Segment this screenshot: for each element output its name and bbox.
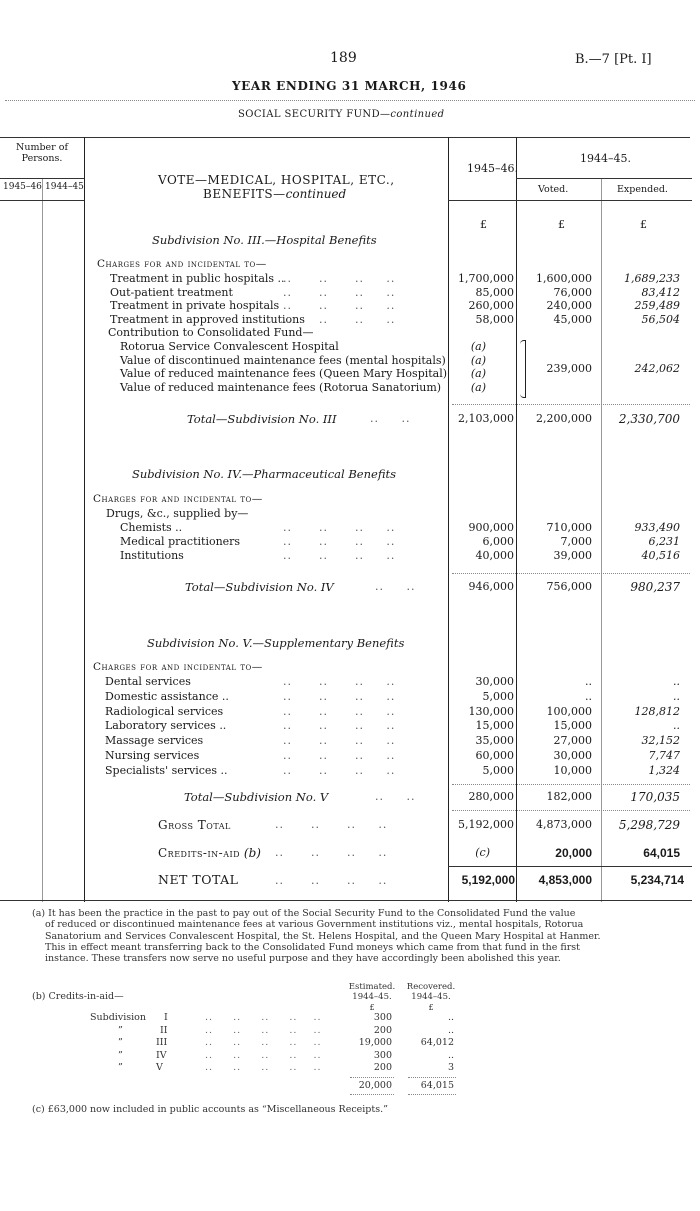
sub5-total-dots: .. .. bbox=[375, 790, 416, 803]
sub5-charges: Charges for and incidental to— bbox=[93, 661, 263, 673]
footnote-b-row-rec: 64,012 bbox=[420, 1037, 454, 1048]
pound-1945: £ bbox=[480, 218, 487, 231]
sub3-subitem-label: Value of reduced maintenance fees (Queen Mary Hospital) bbox=[120, 367, 448, 380]
sub3-charges: Charges for and incidental to— bbox=[97, 258, 267, 270]
sub3-subitem-1945: (a) bbox=[470, 380, 486, 394]
vote-title-line1: VOTE—MEDICAL, HOSPITAL, ETC., bbox=[158, 173, 395, 187]
col-rule-1945 bbox=[448, 137, 449, 902]
sub4-total-1945: 946,000 bbox=[468, 580, 514, 593]
footnote-b-row-num: III bbox=[156, 1037, 168, 1048]
sub5-item-row bbox=[0, 749, 700, 762]
sub4-item-1945: 40,000 bbox=[475, 549, 514, 562]
footnote-b-row-est: 19,000 bbox=[358, 1037, 392, 1048]
persons-col-1945: 1945–46 bbox=[3, 182, 42, 192]
sub3-item-expended: 259,489 bbox=[634, 299, 680, 312]
sub5-item-1945: 130,000 bbox=[468, 704, 514, 718]
sub4-item-label: Chemists .. bbox=[120, 521, 183, 534]
footnote-c: (c) £63,000 now included in public accounts as “Miscellaneous Receipts.” bbox=[32, 1104, 388, 1115]
sub5-item-label: Specialists' services .. bbox=[105, 763, 228, 777]
footnote-b-row-label: ” bbox=[118, 1037, 123, 1048]
gross-rule bbox=[452, 810, 690, 811]
sub3-item-dots: .. .. .. .. bbox=[283, 272, 396, 285]
sub4-item-label: Medical practitioners bbox=[120, 535, 241, 548]
sub5-item-dots: .. .. .. .. bbox=[283, 719, 396, 733]
sub3-subitem-label: Value of reduced maintenance fees (Rotorua Sanatorium) bbox=[120, 380, 442, 394]
fund-subtitle-cont: continued bbox=[390, 109, 445, 120]
table-bottom-rule bbox=[0, 900, 692, 901]
gross-total-label: Gross Total bbox=[158, 818, 231, 832]
sub3-contribution: Contribution to Consolidated Fund— bbox=[108, 326, 314, 339]
sub5-item-label: Domestic assistance .. bbox=[105, 689, 229, 703]
page-title: YEAR ENDING 31 MARCH, 1946 bbox=[232, 79, 467, 93]
sub4-item-row bbox=[0, 549, 700, 562]
sub5-item-voted: 10,000 bbox=[553, 763, 592, 777]
sub3-item-1945: 58,000 bbox=[475, 312, 514, 326]
footnote-b-row-dots: .. .. .. .. .. bbox=[205, 1049, 322, 1061]
sub5-item-voted: 30,000 bbox=[553, 749, 592, 762]
sub5-item-voted: .. bbox=[585, 675, 592, 688]
fund-subtitle-main: SOCIAL SECURITY FUND— bbox=[238, 109, 391, 120]
footnote-b-row-label: Subdivision bbox=[90, 1012, 146, 1023]
sub3-item-dots: .. .. .. .. bbox=[283, 299, 396, 312]
header-rule bbox=[5, 100, 695, 101]
credits-1945: (c) bbox=[475, 846, 490, 859]
footnote-b-row-rec: .. bbox=[447, 1024, 454, 1036]
sub5-item-dots: .. .. .. .. bbox=[283, 763, 396, 777]
sub3-item-1945: 1,700,000 bbox=[458, 272, 514, 285]
sub5-item-dots: .. .. .. .. bbox=[283, 689, 396, 703]
sub5-heading: Subdivision No. V.—Supplementary Benefits bbox=[147, 636, 405, 650]
footnote-b-rule-rec bbox=[408, 1077, 456, 1078]
persons-head-rule2 bbox=[0, 200, 84, 201]
footnote-b-row-num: IV bbox=[156, 1049, 167, 1061]
sub5-item-row bbox=[0, 734, 700, 747]
sub3-item-row bbox=[0, 313, 700, 326]
sub3-subitem-label: Rotorua Service Convalescent Hospital bbox=[120, 340, 339, 353]
sub5-item-expended: 32,152 bbox=[641, 734, 680, 748]
sub3-item-dots: .. .. .. .. bbox=[283, 312, 396, 326]
vote-title-benefits: BENEFITS— bbox=[203, 187, 286, 201]
sub5-item-label: Laboratory services .. bbox=[105, 719, 227, 733]
sub5-item-1945: 60,000 bbox=[475, 749, 514, 762]
sub5-item-1945: 30,000 bbox=[475, 675, 514, 688]
sub3-item-label: Treatment in approved institutions bbox=[110, 312, 305, 326]
sub3-item-expended: 56,504 bbox=[641, 312, 680, 326]
footnote-b-rule-rec-2 bbox=[408, 1094, 456, 1095]
net-rule-top bbox=[448, 866, 692, 867]
sub3-item-row bbox=[0, 299, 700, 312]
sub5-item-label: Radiological services bbox=[105, 704, 224, 718]
sub3-item-row bbox=[0, 272, 700, 285]
sub5-total-voted: 182,000 bbox=[546, 790, 592, 803]
sub5-item-expended: .. bbox=[673, 675, 680, 688]
sub3-subitem-row bbox=[0, 340, 700, 353]
page-number: 189 bbox=[330, 50, 357, 66]
sub3-item-label: Out-patient treatment bbox=[110, 285, 233, 299]
sub4-item-voted: 39,000 bbox=[553, 549, 592, 562]
gross-total-expended: 5,298,729 bbox=[618, 818, 680, 832]
sub5-item-1945: 5,000 bbox=[482, 689, 514, 703]
sub5-item-dots: .. .. .. .. bbox=[283, 704, 396, 718]
footnote-b-row-num: II bbox=[160, 1024, 168, 1036]
year-1944-rule bbox=[516, 178, 692, 179]
sub3-item-1945: 85,000 bbox=[475, 285, 514, 299]
sub3-subitem-row bbox=[0, 367, 700, 380]
sub4-item-row bbox=[0, 535, 700, 548]
credits-voted: 20,000 bbox=[555, 846, 592, 860]
sub5-item-row bbox=[0, 705, 700, 718]
credits-label bbox=[158, 846, 261, 860]
sub5-item-voted: 27,000 bbox=[553, 734, 592, 748]
footnote-b-row-num: I bbox=[164, 1012, 168, 1023]
net-total-dots: .. .. .. .. bbox=[275, 874, 388, 887]
sub5-item-row bbox=[0, 675, 700, 688]
sub3-subitem-1945: (a) bbox=[470, 367, 486, 380]
sub5-item-1945: 15,000 bbox=[475, 719, 514, 733]
sub3-total-voted: 2,200,000 bbox=[536, 412, 592, 425]
number-of-persons-header: Number of Persons. bbox=[16, 142, 68, 164]
sub4-item-label: Institutions bbox=[120, 549, 184, 562]
sub3-group-expended: 242,062 bbox=[634, 362, 680, 375]
sub3-total-label: Total—Subdivision No. III bbox=[187, 412, 337, 426]
footnote-b-est-head1: Estimated. bbox=[348, 982, 396, 992]
sub5-total-rule bbox=[452, 784, 690, 785]
sub3-total-1945: 2,103,000 bbox=[458, 412, 514, 425]
fund-subtitle bbox=[238, 109, 444, 120]
footnote-a-line: (a) It has been the practice in the past to pay out of the Social Security Fund to the Consolidated Fund the value bbox=[32, 908, 576, 919]
col-header-voted: Voted. bbox=[538, 184, 569, 195]
credits-expended: 64,015 bbox=[643, 846, 680, 860]
col-header-1944: 1944–45. bbox=[580, 152, 631, 165]
sub5-item-dots: .. .. .. .. bbox=[283, 749, 396, 762]
sub4-total-rule bbox=[452, 573, 690, 574]
sub5-item-expended: .. bbox=[673, 719, 680, 733]
header-bottom-rule bbox=[448, 200, 692, 201]
footnote-b-label: (b) Credits-in-aid— bbox=[32, 991, 124, 1002]
sub3-item-1945: 260,000 bbox=[468, 299, 514, 312]
sub3-subitem-1945: (a) bbox=[470, 353, 486, 367]
sub5-item-expended: 1,324 bbox=[648, 763, 680, 777]
footnote-a-line: Sanatorium and Services Convalescent Hospital, the St. Helens Hospital, and the Queen Mary Hospital at Hanmer. bbox=[45, 930, 601, 942]
sub5-item-1945: 5,000 bbox=[482, 763, 514, 777]
sub4-drugs: Drugs, &c., supplied by— bbox=[106, 507, 249, 520]
sub5-item-dots: .. .. .. .. bbox=[283, 734, 396, 748]
net-total-voted: 4,853,000 bbox=[538, 873, 592, 887]
sub5-item-expended: 128,812 bbox=[634, 704, 680, 718]
persons-head-rule bbox=[0, 178, 84, 179]
sub4-total-expended: 980,237 bbox=[630, 580, 680, 594]
sub3-subitem-label: Value of discontinued maintenance fees (mental hospitals) bbox=[120, 353, 446, 367]
sub4-item-1945: 6,000 bbox=[482, 535, 514, 548]
document-reference: B.—7 [Pt. I] bbox=[575, 52, 652, 67]
sub3-item-dots: .. .. .. .. bbox=[283, 285, 396, 299]
sub3-subitem-row bbox=[0, 354, 700, 367]
credits-note: (b) bbox=[243, 846, 261, 860]
sub3-total-rule bbox=[452, 404, 690, 405]
sub3-item-voted: 1,600,000 bbox=[536, 272, 592, 285]
col-header-1945: 1945–46. bbox=[467, 162, 518, 175]
sub3-item-label: Treatment in public hospitals .. bbox=[110, 272, 285, 285]
footnote-a-line: of reduced or discontinued maintenance fees at various Government institutions viz., mental hospitals, Rotorua bbox=[45, 919, 584, 931]
sub5-item-row bbox=[0, 690, 700, 703]
credits-label-text: Credits-in-aid bbox=[158, 846, 241, 860]
footnote-b-rec-head1: Recovered. bbox=[406, 982, 456, 992]
footnote-b-rec-head2: 1944–45. bbox=[411, 992, 451, 1002]
sub5-item-dots: .. .. .. .. bbox=[283, 675, 396, 688]
footnote-a-line: instance. These transfers now serve no useful purpose and they have accordingly been abolished this year. bbox=[45, 953, 561, 965]
sub5-total-expended: 170,035 bbox=[630, 790, 680, 804]
footnote-b-row-rec: .. bbox=[447, 1012, 454, 1023]
col-rule-persons bbox=[84, 137, 85, 902]
vote-title-continued: continued bbox=[285, 187, 347, 201]
sub5-item-voted: .. bbox=[585, 689, 592, 703]
sub4-total-voted: 756,000 bbox=[546, 580, 592, 593]
sub4-charges: Charges for and incidental to— bbox=[93, 493, 263, 505]
sub4-item-1945: 900,000 bbox=[468, 521, 514, 534]
footnote-b-row-rec: 3 bbox=[447, 1062, 454, 1073]
sub3-total-expended: 2,330,700 bbox=[618, 412, 680, 426]
sub5-total-label: Total—Subdivision No. V bbox=[184, 790, 329, 804]
footnote-b-pound-rec: £ bbox=[428, 1003, 434, 1012]
sub3-item-voted: 76,000 bbox=[553, 285, 592, 299]
gross-total-1945: 5,192,000 bbox=[458, 818, 514, 831]
sub4-heading: Subdivision No. IV.—Pharmaceutical Benefits bbox=[132, 467, 397, 481]
sub5-item-expended: 7,747 bbox=[648, 749, 680, 762]
footnote-b-row-est: 200 bbox=[373, 1024, 392, 1036]
sub3-item-row bbox=[0, 286, 700, 299]
sub3-subitem-row bbox=[0, 381, 700, 394]
footnote-b-total-rec: 64,015 bbox=[420, 1080, 454, 1091]
sub4-total-dots: .. .. bbox=[375, 580, 416, 593]
sub4-item-dots: .. .. .. .. bbox=[283, 549, 396, 562]
sub3-total-dots: .. .. bbox=[370, 412, 411, 425]
footnote-b-rule-est-2 bbox=[350, 1094, 394, 1095]
sub3-group-voted: 239,000 bbox=[546, 362, 592, 375]
footnote-b-row-label: ” bbox=[118, 1049, 123, 1061]
table-top-rule bbox=[0, 137, 690, 138]
footnote-b-row-rec: .. bbox=[447, 1049, 454, 1061]
sub3-subitem-1945: (a) bbox=[470, 340, 486, 353]
sub4-total-label: Total—Subdivision No. IV bbox=[185, 580, 334, 594]
footnote-a-line: This in effect meant transferring back to the Consolidated Fund moneys which came from that fund in the first bbox=[45, 941, 580, 953]
footnote-b-row-est: 300 bbox=[373, 1049, 392, 1061]
net-total-label: NET TOTAL bbox=[158, 872, 239, 887]
sub3-item-label: Treatment in private hospitals bbox=[110, 299, 280, 312]
footnote-b-row-dots: .. .. .. .. .. bbox=[205, 1024, 322, 1036]
sub5-item-1945: 35,000 bbox=[475, 734, 514, 748]
sub4-item-row bbox=[0, 521, 700, 534]
footnote-b-est-head2: 1944–45. bbox=[352, 992, 392, 1002]
footnote-b-rule-est bbox=[350, 1077, 394, 1078]
credits-dots: .. .. .. .. bbox=[275, 846, 388, 859]
sub5-item-expended: .. bbox=[673, 689, 680, 703]
sub3-item-expended: 1,689,233 bbox=[624, 272, 680, 285]
sub3-brace bbox=[520, 340, 526, 398]
pound-expended: £ bbox=[640, 218, 647, 231]
sub3-item-voted: 45,000 bbox=[553, 312, 592, 326]
footnote-b-row-label: ” bbox=[118, 1024, 123, 1036]
vote-title-line2 bbox=[203, 187, 346, 201]
footnote-b-row-dots: .. .. .. .. .. bbox=[205, 1062, 322, 1073]
footnote-b-row-num: V bbox=[156, 1062, 163, 1073]
footnote-b-row-label: ” bbox=[118, 1062, 123, 1073]
footnote-b-row-dots: .. .. .. .. .. bbox=[205, 1012, 322, 1023]
net-total-expended: 5,234,714 bbox=[630, 873, 684, 887]
sub4-item-expended: 933,490 bbox=[634, 521, 680, 534]
col-rule-1944 bbox=[516, 137, 517, 902]
footnote-b-total-est: 20,000 bbox=[358, 1080, 392, 1091]
sub5-item-voted: 15,000 bbox=[553, 719, 592, 733]
sub3-item-expended: 83,412 bbox=[641, 285, 680, 299]
footnote-b-row-est: 200 bbox=[373, 1062, 392, 1073]
persons-col-1944: 1944–45 bbox=[45, 182, 84, 192]
footnote-b-row-dots: .. .. .. .. .. bbox=[205, 1037, 322, 1048]
sub4-item-voted: 710,000 bbox=[546, 521, 592, 534]
sub5-item-voted: 100,000 bbox=[546, 704, 592, 718]
col-header-expended: Expended. bbox=[617, 184, 668, 195]
sub5-item-label: Massage services bbox=[105, 734, 204, 748]
sub5-item-label: Nursing services bbox=[105, 749, 200, 762]
sub5-item-label: Dental services bbox=[105, 675, 191, 688]
sub4-item-dots: .. .. .. .. bbox=[283, 521, 396, 534]
footnote-b-pound-est: £ bbox=[369, 1003, 375, 1012]
sub5-item-row bbox=[0, 719, 700, 732]
gross-total-dots: .. .. .. .. bbox=[275, 818, 388, 831]
sub4-item-voted: 7,000 bbox=[560, 535, 592, 548]
sub5-total-1945: 280,000 bbox=[468, 790, 514, 803]
sub5-item-row bbox=[0, 764, 700, 777]
sub3-item-voted: 240,000 bbox=[546, 299, 592, 312]
sub3-heading: Subdivision No. III.—Hospital Benefits bbox=[152, 233, 377, 247]
net-total-1945: 5,192,000 bbox=[461, 873, 515, 887]
sub4-item-expended: 40,516 bbox=[641, 549, 680, 562]
footnote-b-row-est: 300 bbox=[373, 1012, 392, 1023]
sub4-item-dots: .. .. .. .. bbox=[283, 535, 396, 548]
pound-voted: £ bbox=[558, 218, 565, 231]
gross-total-voted: 4,873,000 bbox=[536, 818, 592, 831]
sub4-item-expended: 6,231 bbox=[648, 535, 680, 548]
